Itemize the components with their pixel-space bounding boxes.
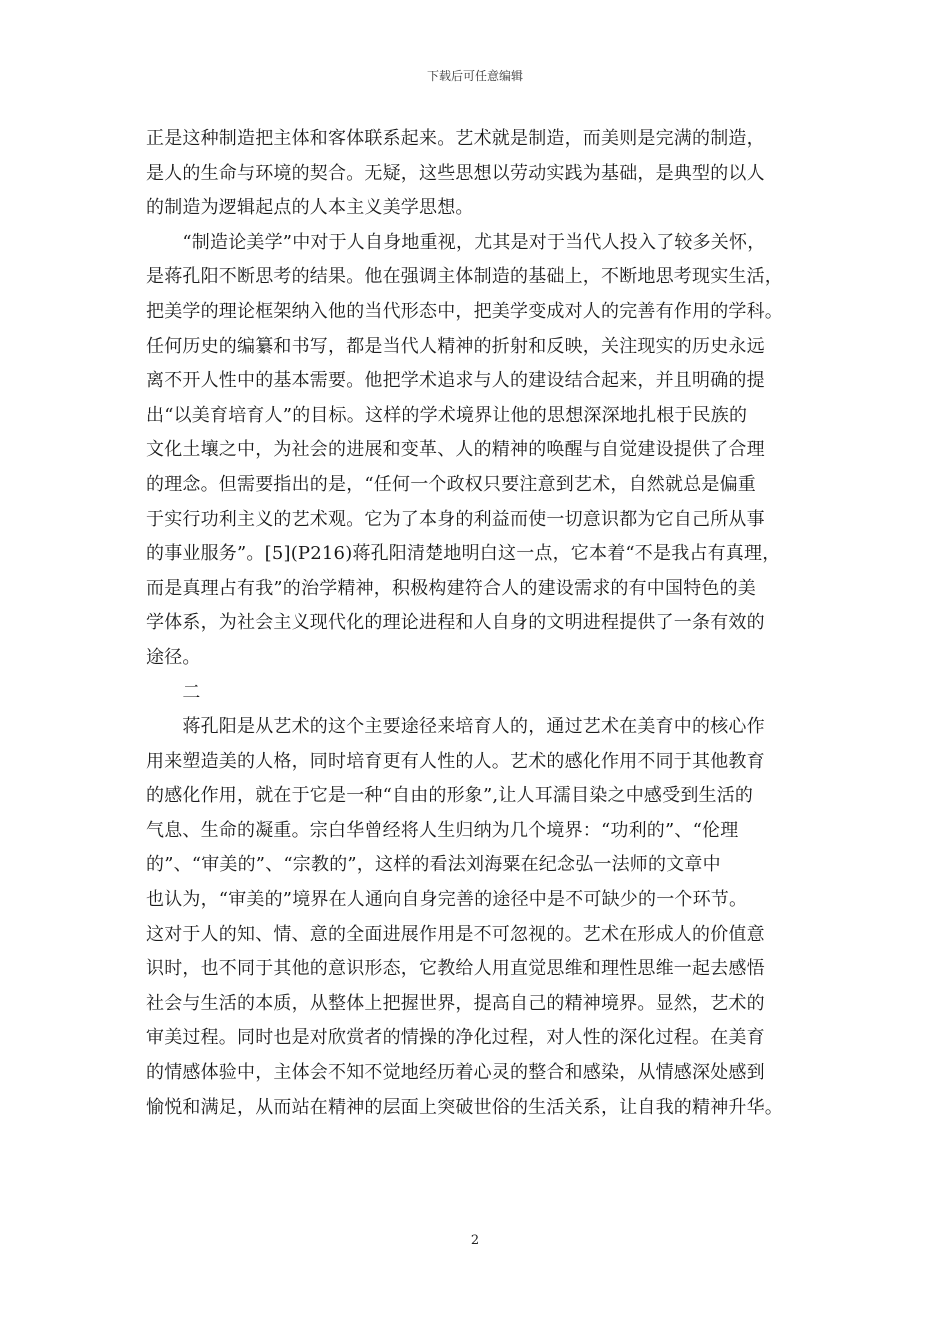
text-line: 文化土壤之中，为社会的进展和变革、人的精神的唤醒与自觉建设提供了合理 — [146, 439, 765, 461]
text-line: 愉悦和满足，从而站在精神的层面上突破世俗的生活关系，让自我的精神升华。 — [146, 1096, 783, 1118]
text-line: 也认为，“审美的”境界在人通向自身完善的途径中是不可缺少的一个环节。 — [146, 889, 748, 911]
body-text — [146, 122, 810, 1125]
section-heading: 二 — [146, 681, 201, 703]
text-line: 气息、生命的凝重。宗白华曾经将人生归纳为几个境界：“功利的”、“伦理 — [146, 819, 739, 841]
text-line: 正是这种制造把主体和客体联系起来。艺术就是制造，而美则是完满的制造， — [146, 128, 765, 149]
text-line: 的制造为逻辑起点的人本主义美学思想。 — [146, 197, 474, 219]
text-line: 途径。 — [146, 646, 201, 668]
text-line: 是蒋孔阳不断思考的结果。他在强调主体制造的基础上，不断地思考现实生活， — [146, 266, 783, 288]
text-line: 的”、“审美的”、“宗教的”，这样的看法刘海粟在纪念弘一法师的文章中 — [146, 854, 721, 876]
text-line: 社会与生活的本质，从整体上把握世界，提高自己的精神境界。显然，艺术的 — [146, 992, 765, 1014]
text-line: 的情感体验中，主体会不知不觉地经历着心灵的整合和感染，从情感深处感到 — [146, 1062, 765, 1084]
page-number: 2 — [470, 1233, 480, 1248]
text-line: 出“以美育培育人”的目标。这样的学术境界让他的思想深深地扎根于民族的 — [146, 404, 748, 426]
text-line: 把美学的理论框架纳入他的当代形态中，把美学变成对人的完善有作用的学科。 — [146, 300, 783, 322]
text-line: 的感化作用，就在于它是一种“自由的形象”,让人耳濡目染之中感受到生活的 — [146, 785, 754, 807]
text-line: 蒋孔阳是从艺术的这个主要途径来培育人的，通过艺术在美育中的核心作 — [146, 716, 765, 738]
text-line: 这对于人的知、情、意的全面进展作用是不可忽视的。艺术在形成人的价值意 — [146, 923, 765, 945]
page-header: 下载后可任意编辑 — [426, 69, 523, 83]
text-line: 用来塑造美的人格，同时培育更有人性的人。艺术的感化作用不同于其他教育 — [146, 750, 765, 772]
text-line: 识时，也不同于其他的意识形态，它教给人用直觉思维和理性思维一起去感悟 — [146, 958, 765, 980]
text-line: 离不开人性中的基本需要。他把学术追求与人的建设结合起来，并且明确的提 — [146, 370, 765, 392]
text-line: 任何历史的编纂和书写，都是当代人精神的折射和反映，关注现实的历史永远 — [146, 335, 765, 357]
text-line: 审美过程。同时也是对欣赏者的情操的净化过程，对人性的深化过程。在美育 — [146, 1027, 765, 1049]
text-line: 是人的生命与环境的契合。无疑，这些思想以劳动实践为基础，是典型的以人 — [146, 162, 765, 184]
text-line: 的理念。但需要指出的是，“任何一个政权只要注意到艺术，自然就总是偏重 — [146, 473, 756, 495]
text-line: “制造论美学”中对于人自身地重视，尤其是对于当代人投入了较多关怀， — [146, 231, 766, 253]
text-line: 于实行功利主义的艺术观。它为了本身的利益而使一切意识都为它自己所从事 — [146, 508, 765, 530]
text-line: 的事业服务”。[5](P216)蒋孔阳清楚地明白这一点，它本着“不是我占有真理， — [146, 543, 781, 565]
text-line: 而是真理占有我”的治学精神，积极构建符合人的建设需求的有中国特色的美 — [146, 577, 756, 599]
text-line: 学体系，为社会主义现代化的理论进程和人自身的文明进程提供了一条有效的 — [146, 612, 765, 634]
